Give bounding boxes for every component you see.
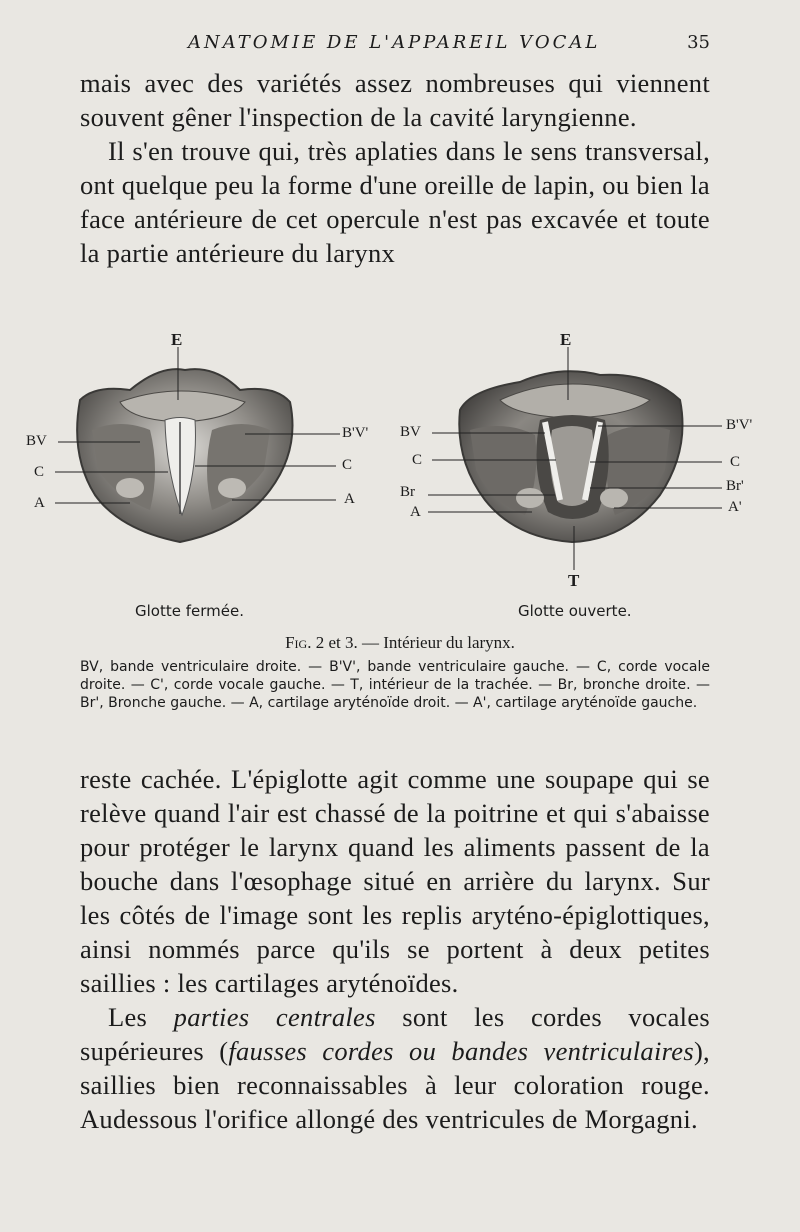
- body-text-bottom: [80, 762, 710, 1136]
- label-bv: BV: [400, 424, 421, 440]
- paragraph: mais avec des variétés assez nombreuses qui viennent souvent gêner l'inspection de la cavité laryngienne.: [80, 68, 710, 132]
- label-e: E: [560, 330, 572, 349]
- caption-fig-label: Fig.: [285, 633, 312, 652]
- figure-legend: BV, bande ventriculaire droite. — B'V', bande ventriculaire gauche. — C, corde vocale droite. — C', corde vocale gauche. — T, intérieur de la trachée. — Br, bronche droite. — Br', Bronche gauche. — A, cartilage aryténoïde droit. — A', cartilage aryténoïde gauche.: [80, 659, 710, 711]
- subcaption-open: Glotte ouverte.: [518, 602, 632, 620]
- paragraph: Il s'en trouve qui, très aplaties dans le sens transversal, ont quelque peu la forme d'une oreille de lapin, ou bien la face antérieure de cet opercule n'est pas excavée et toute la partie antérieure du larynx: [80, 136, 710, 268]
- figure-caption: [0, 633, 800, 653]
- label-brp: Br': [726, 478, 744, 494]
- page-number: 35: [687, 32, 710, 53]
- label-ap: A: [344, 491, 355, 507]
- label-a: A: [34, 495, 45, 511]
- label-a: A: [410, 504, 421, 520]
- larynx-open-drawing: [459, 371, 682, 542]
- label-c: C: [412, 452, 423, 468]
- text-run: sont les cordes vocales supérieures (: [80, 1002, 710, 1066]
- label-bv: BV: [26, 433, 47, 449]
- label-cp: C: [342, 457, 353, 473]
- text-run: ), saillies bien reconnaissables à leur coloration rouge. Audessous l'orifice allongé des ventricules de Morgagni.: [80, 1036, 710, 1134]
- label-bpv: B'V': [726, 417, 753, 433]
- running-title: ANATOMIE DE L'APPAREIL VOCAL: [188, 32, 601, 53]
- label-e: E: [171, 330, 183, 349]
- larynx-figure: [0, 330, 800, 640]
- label-ap: A': [728, 499, 742, 515]
- running-header: [80, 30, 710, 60]
- emphasis: fausses cordes ou bandes ventriculaires: [228, 1036, 694, 1066]
- label-br: Br: [400, 484, 415, 500]
- emphasis: parties centrales: [173, 1002, 376, 1032]
- caption-title-text: 2 et 3. — Intérieur du larynx.: [311, 633, 515, 652]
- text-run: Les: [108, 1002, 174, 1032]
- label-cp: C: [730, 454, 741, 470]
- larynx-closed-drawing: [77, 369, 292, 542]
- subcaption-closed: Glotte fermée.: [135, 602, 244, 620]
- paragraph: reste cachée. L'épiglotte agit comme une soupape qui se relève quand l'air est chassé de la poitrine et qui s'abaisse pour protéger le larynx quand les aliments passent de la bouche dans l'œsophage situé en arrière du larynx. Sur les côtés de l'image sont les replis aryténo-épiglottiques, ainsi nommés parce qu'ils se portent à deux petites saillies : les cartilages aryténoïdes.: [80, 764, 710, 998]
- paragraph: [80, 1000, 710, 1136]
- label-c: C: [34, 464, 45, 480]
- body-text-top: [80, 66, 710, 270]
- label-t: T: [568, 571, 580, 590]
- label-bpv: B'V': [342, 425, 369, 441]
- larynx-illustrations: [0, 330, 800, 600]
